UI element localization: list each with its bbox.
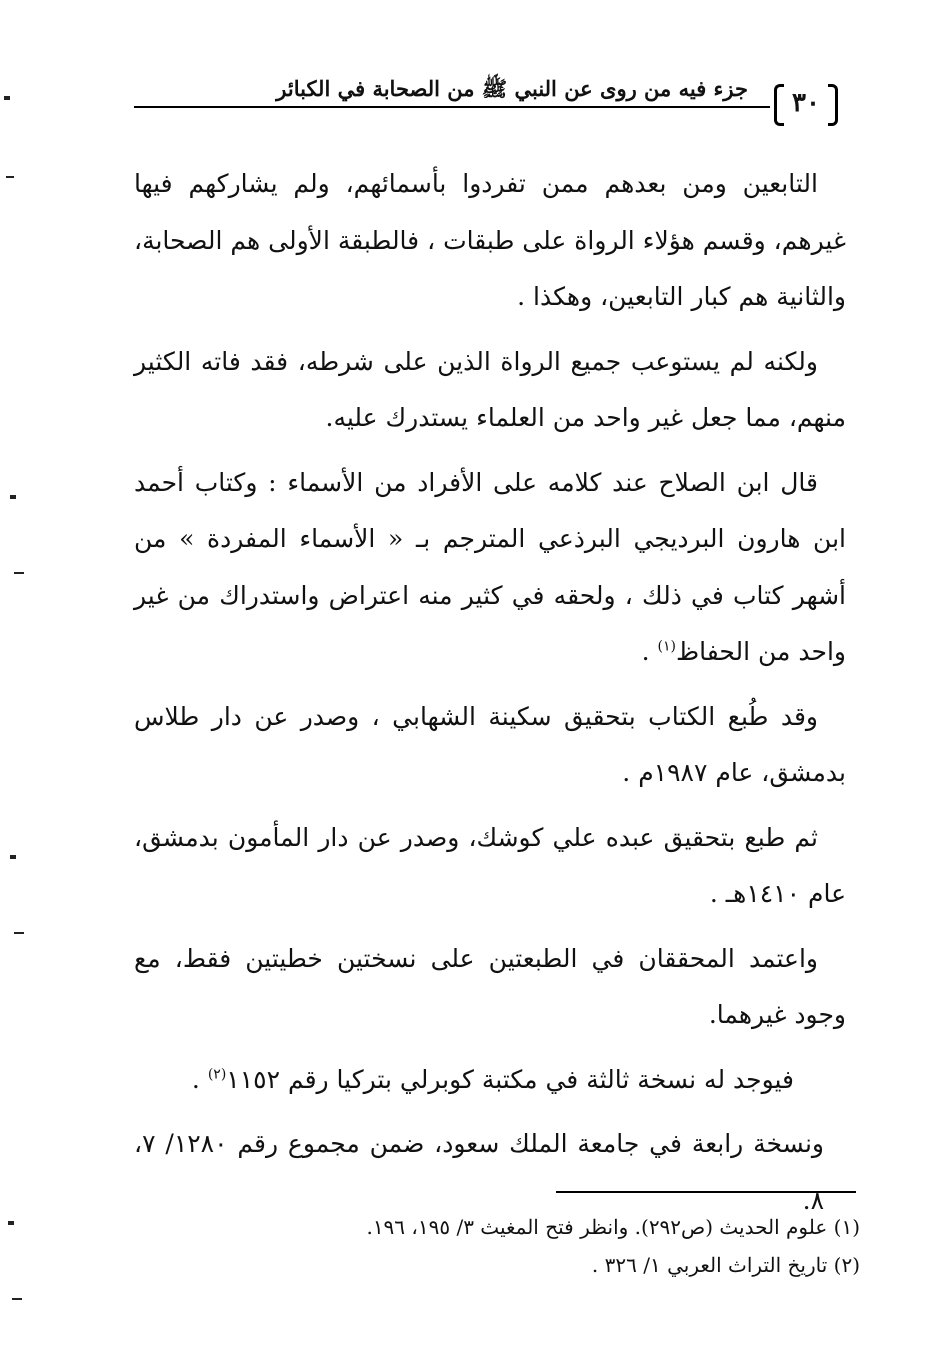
bracket-left (774, 84, 784, 126)
paragraph: واعتمد المحققان في الطبعتين على نسختين خطيتين فقط، مع وجود غيرهما. (134, 943, 846, 1029)
margin-mark (8, 1221, 14, 1225)
paragraph: ونسخة رابعة في جامعة الملك سعود، ضمن مجموع رقم ١٢٨٠/ ٧، ٨. (134, 1129, 824, 1215)
footnote-2: (٢) تاريخ التراث العربي ١/ ٣٢٦ . (591, 1253, 860, 1277)
paragraph (134, 455, 846, 681)
footnote-ref-2: (٢) (207, 1066, 227, 1083)
running-header (134, 70, 840, 130)
footnote-1: (١) علوم الحديث (ص٢٩٢). وانظر فتح المغيث ٣/ ١٩٥، ١٩٦. (366, 1215, 860, 1239)
header-rule (134, 106, 770, 108)
footnotes (300, 1208, 860, 1284)
page-number-box (774, 84, 838, 122)
paragraph: التابعين ومن بعدهم ممن تفردوا بأسمائهم، ولم يشاركهم فيها غيرهم، وقسم هؤلاء الرواة على طبقات ، فالطبقة الأولى هم الصحابة، والثانية هم كبار التابعين، وهكذا . (134, 169, 846, 311)
paragraph (134, 1052, 846, 1109)
margin-mark (14, 932, 24, 934)
margin-mark (4, 96, 10, 100)
bracket-right (828, 84, 838, 126)
margin-mark (10, 855, 16, 859)
paragraph: ثم طبع بتحقيق عبده علي كوشك، وصدر عن دار المأمون بدمشق، عام ١٤١٠هـ . (134, 822, 846, 908)
page-number: ٣٠ (792, 88, 820, 118)
header-title: جزء فيه من روى عن النبي ﷺ من الصحابة في الكبائر (276, 76, 748, 101)
margin-mark (6, 176, 14, 178)
paragraph-text: قال ابن الصلاح عند كلامه على الأفراد من الأسماء : وكتاب أحمد ابن هارون البرديجي البرذعي المترجم بـ « الأسماء المفردة » من أشهر كتاب في ذلك ، ولحقه في كثير منه اعتراض واستدراك من غير واحد من الحفاظ (134, 467, 846, 666)
paragraph-end: . (191, 1064, 208, 1094)
footnote-ref-1: (١) (657, 638, 676, 655)
margin-mark (10, 495, 16, 499)
footnote-rule (556, 1191, 856, 1193)
main-text (134, 156, 846, 1237)
margin-mark (14, 572, 24, 574)
paragraph: ولكنه لم يستوعب جميع الرواة الذين على شرطه، فقد فاته الكثير منهم، مما جعل غير واحد من العلماء يستدرك عليه. (134, 346, 846, 432)
margin-mark (12, 1298, 22, 1300)
paragraph-text: فيوجد له نسخة ثالثة في مكتبة كوبرلي بتركيا رقم ١١٥٢ (226, 1064, 794, 1094)
paragraph: وقد طُبع الكتاب بتحقيق سكينة الشهابي ، وصدر عن دار طلاس بدمشق، عام ١٩٨٧م . (134, 701, 846, 787)
paragraph-end: . (641, 637, 658, 666)
